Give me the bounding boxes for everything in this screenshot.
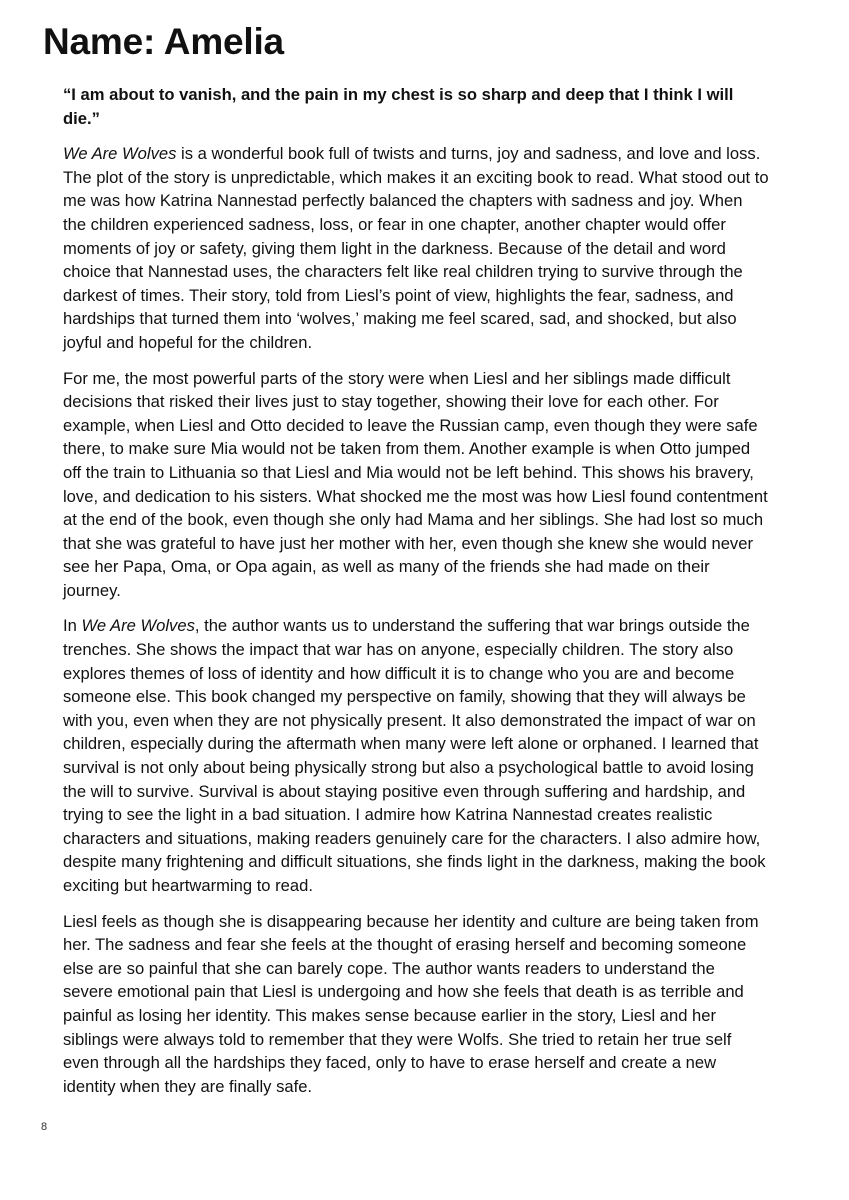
book-title-italic: We Are Wolves	[63, 144, 177, 164]
paragraph-3-prefix: In	[63, 616, 82, 636]
paragraph-4: Liesl feels as though she is disappearing because her identity and culture are being taken from her. The sadness and fear she feels at the thought of erasing herself and becoming someone else are so painful that she can barely cope. The author wants readers to understand the severe emotional pain that Liesl is undergoing and how she feels that death is as terrible and painful as losing her identity. This makes sense because earlier in the story, Liesl and her siblings were always told to remember that they were Wolfs. She tried to retain her true self even through all the hardships they faced, only to have to erase herself and create a new identity when they are finally safe.	[63, 911, 759, 1096]
page-title: Name: Amelia	[43, 21, 284, 62]
opening-quote: “I am about to vanish, and the pain in my chest is so sharp and deep that I think I will die.”	[63, 85, 734, 128]
book-title-italic: We Are Wolves	[81, 616, 195, 636]
essay-body	[63, 83, 769, 1110]
paragraph-3-text: , the author wants us to understand the suffering that war brings outside the trenches. She shows the impact that war has on anyone, especially children. The story also explores themes of loss of identity and how difficult it is to change who you are and become someone else. This book changed my perspective on family, showing that they will always be with you, even when they are not physically present. It also demonstrated the impact of war on children, especially during the aftermath when many were left alone or orphaned. I learned that survival is not only about being physically strong but also a psychological battle to avoid losing the will to survive. Survival is about staying positive even through suffering and hardship, and trying to see the light in a bad situation. I admire how Katrina Nannestad creates realistic characters and situations, making readers genuinely care for the characters. I also admire how, despite many frightening and difficult situations, she finds light in the darkness, making the book exciting but heartwarming to read.	[63, 616, 766, 895]
paragraph-1-text: is a wonderful book full of twists and turns, joy and sadness, and love and loss. The plot of the story is unpredictable, which makes it an exciting book to read. What stood out to me was how Katrina Nannestad perfectly balanced the chapters with sadness and joy. When the children experienced sadness, loss, or fear in one chapter, another chapter would offer moments of joy or safety, giving them light in the darkness. Because of the detail and word choice that Nannestad uses, the characters felt like real children trying to survive through the darkest of times. Their story, told from Liesl’s point of view, highlights the fear, sadness, and hardships that turned them into ‘wolves,’ making me feel scared, sad, and shocked, but also joyful and hopeful for the children.	[63, 144, 769, 352]
paragraph-1	[63, 142, 769, 354]
paragraph-3	[63, 614, 769, 897]
page-number: 8	[41, 1121, 48, 1133]
paragraph-2: For me, the most powerful parts of the story were when Liesl and her siblings made difficult decisions that risked their lives just to stay together, showing their love for each other. For example, when Liesl and Otto decided to leave the Russian camp, even though they were safe there, to make sure Mia would not be taken from them. Another example is when Otto jumped off the train to Lithuania so that Liesl and Mia would not be left behind. This shows his bravery, love, and dedication to his sisters. What shocked me the most was how Liesl found contentment at the end of the book, even though she only had Mama and her siblings. She had lost so much that she was grateful to have just her mother with her, even though she knew she would never see her Papa, Oma, or Opa again, as well as many of the friends she had made on their journey.	[63, 368, 768, 600]
